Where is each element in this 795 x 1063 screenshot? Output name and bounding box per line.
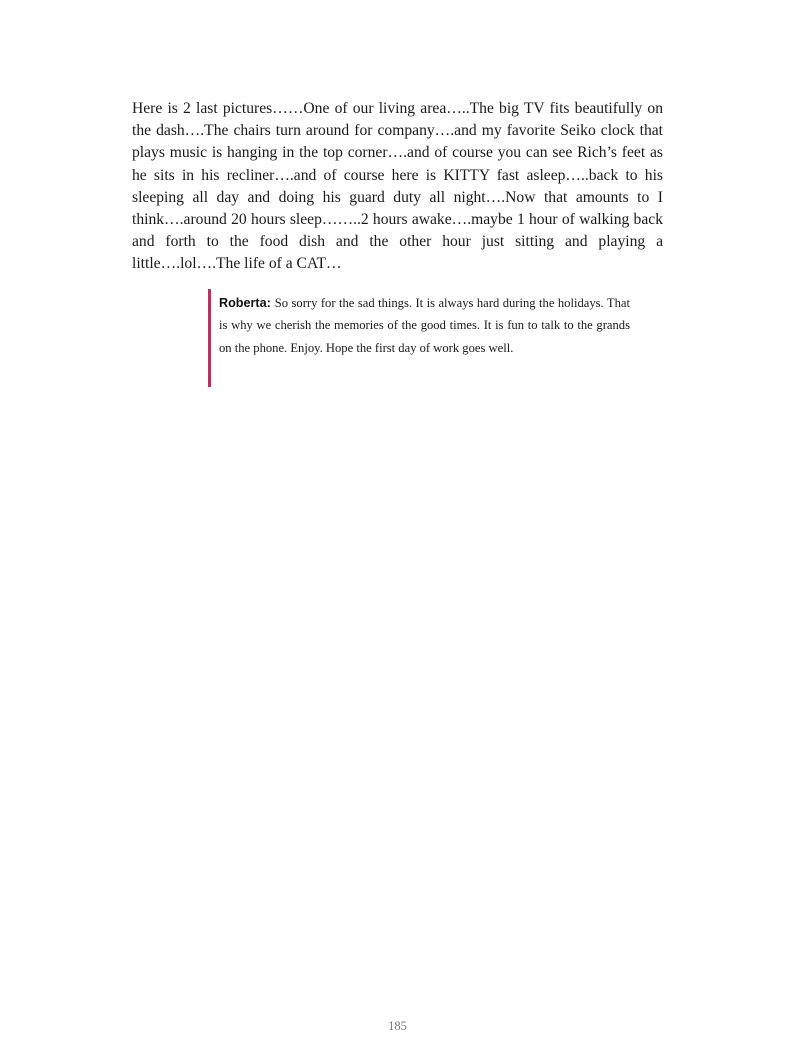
comment-text: So sorry for the sad things. It is always hard during the holidays. That is why we cherish the memories of the good times. It is fun to talk to the grands on the phone. Enjoy. Hope the first day of work goes well. [219, 296, 630, 355]
page-number: 185 [388, 1019, 407, 1033]
comment-content [219, 289, 630, 359]
comment-block [208, 289, 630, 387]
body-paragraph: Here is 2 last pictures……One of our living area…..The big TV fits beautifully on the dash….The chairs turn around for company….and my favorite Seiko clock that plays music is hanging in the top corner….and of course you can see Rich’s feet as he sits in his recliner….and of course here is KITTY fast asleep…..back to his sleeping all day and doing his guard duty all night….Now that amounts to I think….around 20 hours sleep……..2 hours awake….maybe 1 hour of walking back and forth to the food dish and the other hour just sitting and playing a little….lol….The life of a CAT… [132, 100, 663, 273]
comment-author: Roberta: [219, 296, 271, 310]
